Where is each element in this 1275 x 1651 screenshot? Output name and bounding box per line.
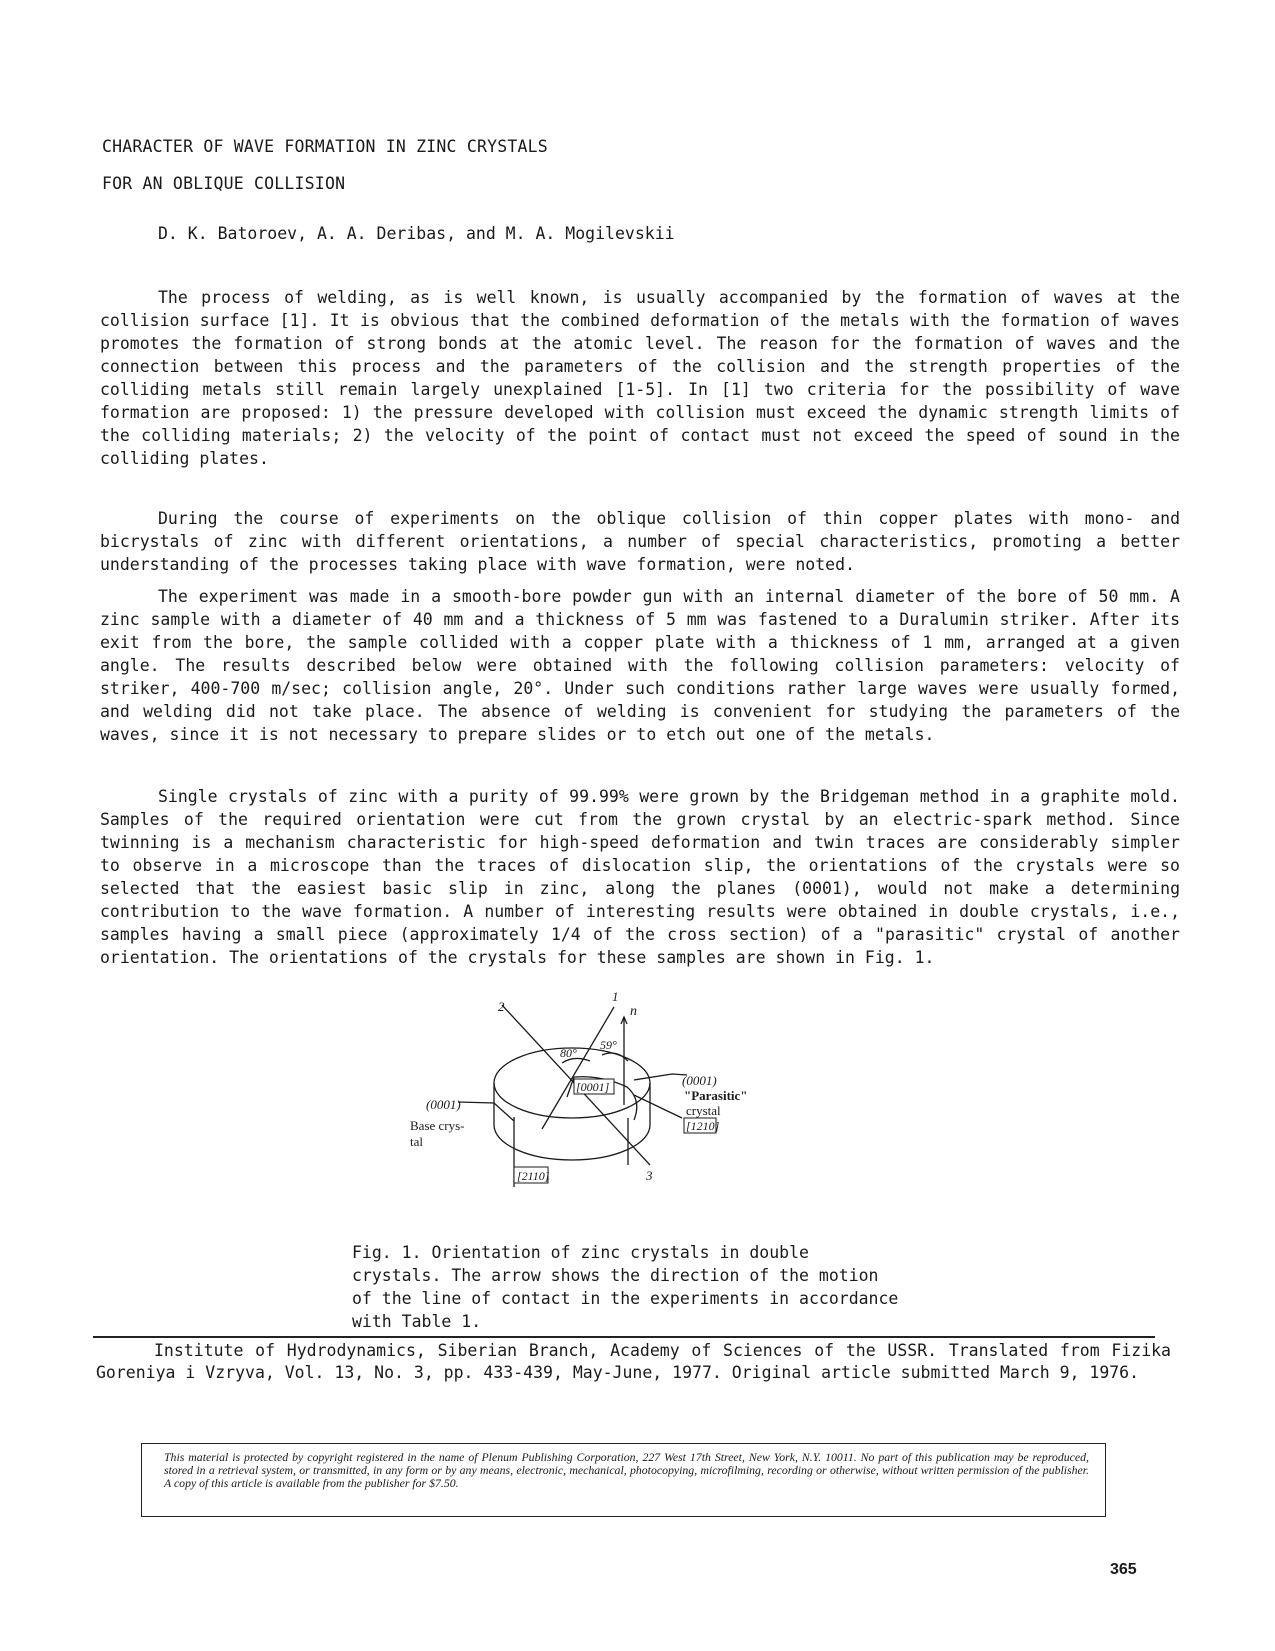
page-number: 365 [1110,1561,1137,1578]
label-base-crystal-2: tal [410,1134,423,1149]
authors: D. K. Batoroev, A. A. Deribas, and M. A. Mogilevskii [158,224,675,243]
copyright-notice: This material is protected by copyright registered in the name of Plenum Publishing Corporation, 227 West 17th Street, New York, N.Y. 10011. No part of this publication may be reproduced, stored in a retrieval system, or transmitted, in any form or by any means, electronic, mechanical, photocopying, microfilming, recording or otherwise, without written permission of the publisher. A copy of this article is available from the publisher for $7.50. [141,1443,1106,1517]
label-1: 1 [612,989,619,1004]
paragraph-4: Single crystals of zinc with a purity of 99.99% were grown by the Bridgeman method in a graphite mold. Samples of the required orientation were cut from the grown crystal by an electric-spark method. Since twinning is a mechanism characteristic for high-speed deformation and twin traces are considerably simpler to observe in a microscope than the traces of dislocation slip, the orientations of the crystals were so selected that the easiest basic slip in zinc, along the planes (0001), would not make a determining contribution to the wave formation. A number of interesting results were obtained in double crystals, i.e., samples having a small piece (approximately 1/4 of the cross section) of a "parasitic" crystal of another orientation. The orientations of the crystals for these samples are shown in Fig. 1. [100,787,1180,967]
paragraph-2: During the course of experiments on the oblique collision of thin copper plates with mono- and bicrystals of zinc with different orientations, a number of special characteristics, promoting a better understanding of the processes taking place with wave formation, were noted. [100,509,1180,574]
label-parasitic-2: crystal [686,1103,721,1118]
plane-right-leader [634,1074,687,1080]
label-dir-0001: [0001] [576,1080,610,1094]
label-3: 3 [646,1168,653,1183]
paragraph-3: The experiment was made in a smooth-bore powder gun with an internal diameter of the bore of 50 mm. A zinc sample with a diameter of 40 mm and a thickness of 5 mm was fastened to a Duralumin striker. After its exit from the bore, the sample collided with a copper plate with a thickness of 1 mm, arranged at a given angle. The results described below were obtained with the following collision parameters: velocity of striker, 400-700 m/sec; collision angle, 20°. Under such conditions rather large waves were usually formed, and welding did not take place. The absence of welding is convenient for studying the parameters of the waves, since it is not necessary to prepare slides or to etch out one of the metals. [100,587,1180,744]
paragraph-1: The process of welding, as is well known, is usually accompanied by the formation of waves at the collision surface [1]. It is obvious that the combined deformation of the metals with the formation of waves promotes the formation of strong bonds at the atomic level. The reason for the formation of waves and the connection between this process and the parameters of the collision and the strength properties of the colliding metals still remain largely unexplained [1-5]. In [1] two criteria for the possibility of wave formation are proposed: 1) the pressure developed with collision must exceed the dynamic strength limits of the colliding materials; 2) the velocity of the point of contact must not exceed the speed of sound in the colliding plates. [100,288,1180,468]
label-angle-80: 80° [560,1046,577,1060]
label-angle-59: 59° [600,1038,617,1052]
disk-side [494,1083,650,1160]
label-plane-right: (0001) [682,1073,717,1088]
title-line-2: FOR AN OBLIQUE COLLISION [102,174,346,193]
title-line-1: CHARACTER OF WAVE FORMATION IN ZINC CRYSTALS [102,137,548,156]
label-base-crystal-1: Base crys- [410,1118,465,1133]
axis-1 [542,1007,614,1129]
footnote-rule [93,1336,1155,1338]
label-plane-left: (0001) [426,1097,461,1112]
label-parasitic-1: "Parasitic" [684,1088,748,1103]
label-dir-1210: [1210] [686,1119,720,1133]
figure-caption: Fig. 1. Orientation of zinc crystals in double crystals. The arrow shows the direction of the motion of the line of contact in the experiments in accordance with Table 1. [352,1243,899,1331]
label-n: n [630,1004,637,1019]
affiliation-note: Institute of Hydrodynamics, Siberian Branch, Academy of Sciences of the USSR. Translated from Fizika Goreniya i Vzryva, Vol. 13, No. 3, pp. 433-439, May-June, 1977. Original article submitted March 9, 1976. [96,1341,1171,1382]
label-dir-2110: [2110] [517,1169,550,1183]
plane-left-leader [458,1102,514,1121]
figure-crystal-orientation [402,989,822,1235]
label-2: 2 [498,999,505,1014]
